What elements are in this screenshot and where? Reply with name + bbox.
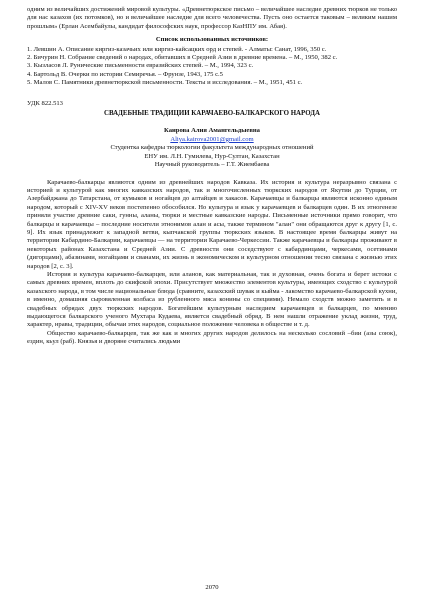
body-paragraph-2: История и культура карачаево-балкарцев, или аланов, как материальная, так и духовная, очень богата и берет истоки с самых древних времен, вплоть до скифской эпохи. Присутствует множество элементов культуры, имеющих сходство с культурой казахского народа, в том числе национальные блюда (сравните, казахский шувак и кыйма - лакомство карачаево-балкарской кухни, в именно, домашняя сыровяленная колбаса из рубленного мяса конины со специями). Немало сходств можно заметить и в свадебных обрядах двух тюркских народов. Богатейшим культурным наследием карачаевцев и балкарцев, по мнению выдающегося балкарского ученого Мухтара Кудаева, является свадебный обряд. В нем нашли отражение уклад жизни, труд, характер, нравы, традиции, обычаи этих народов, социальное положение человека в обществе и т. д. xyxy=(27,270,397,329)
source-item-5: 5. Малов С. Памятники древнетюркской письменности. Тексты и исследования. – М., 1951, 451 с. xyxy=(27,79,303,87)
article-title: СВАДЕБНЫЕ ТРАДИЦИИ КАРАЧАЕВО-БАЛКАРСКОГО НАРОДА xyxy=(104,110,320,118)
author-email-link[interactable]: Aliya.kairova2001@gmail.com xyxy=(170,135,254,143)
body-paragraph-3: Общество карачаево-балкарцев, так же как и многих других народов делилось на несколько сословий –бии (азы союк), ездин, кьул (раб). Князья и дворяне считались людьми xyxy=(27,329,397,346)
author-affiliation-1: Студентка кафедры тюркологии факультета международных отношений xyxy=(110,144,314,152)
page-number: 2070 xyxy=(205,584,219,591)
author-affiliation-2: ЕНУ им. Л.Н. Гумилева, Нур-Султан, Казахстан xyxy=(144,152,280,160)
section-spacer xyxy=(27,88,397,100)
author-name: Каирова Алия Амангельдыевна xyxy=(164,127,260,135)
udk-code: УДК 822.513 xyxy=(27,99,63,107)
author-block xyxy=(27,127,397,169)
source-item-4: 4. Бартольд В. Очерки по истории Семиречья. – Фрунзе, 1943, 175 с.5 xyxy=(27,70,223,78)
body-paragraph-1: Карачаево-балкарцы являются одним из древнейших народов Кавказа. Их история и культура неразрывно связана с историей и культурой как многих кавказских народов, так и многочисленных тюркских народов от Якутии до Турции, от Азербайджана до Татарстана, от кумыков и ногайцев до алтайцев и хакасов. Карачаевцы и балкарцы являются исконно единым народом, который с XIV-XV веков постепенно обособился. Но культура и язык у карачаевцев и балкарцев один. В их этногенезе приняли участие древние саки, гунны, аланы, тюрки и местные кавказские народы. Письменные источники прямо говорят, что балкарцы и карачаевцы – последние носители этнонимов алан и асы, также термином "алан" они обращаются друг к другу [1, с. 9]. Их язык принадлежит к западной ветви, кыпчакской группы тюркских языков. В настоящее время балкарцы живут на территории Кабардино-Балкарии, карачаевцы — на территории Карачаево-Черкессии. Также карачаевцы и балкарцы проживают в некоторых районах Казахстана и Средней Азии. С древности они соседствуют с кабардинцами, черкесами, осетинами (дигорцами), абазинами, ногайцами и сванами, их жизнь в экономическом и культурном отношении тесно связана с жизнью этих народов [2, с. 3]. xyxy=(27,178,397,270)
source-item-2: 2. Бичурин Н. Собрание сведений о народах, обитавших в Средней Азии в древние времена. – М., 1950, 382 с. xyxy=(27,54,338,62)
author-supervisor: Научный руководитель – Г.Т. Жиембаева xyxy=(154,161,270,169)
article-body xyxy=(27,179,397,347)
sources-title: Список использованных источников: xyxy=(155,36,269,44)
source-item-1: 1. Левшин А. Описание киргиз-казачьих или киргиз-кайсацких орд и степей. - Алматы: Санат, 1996, 350 с. xyxy=(27,45,327,53)
intro-paragraph: одним из величайших достижений мировой культуры. «Древнетюркское письмо – величайшее наследие древних тюрков не только для нас казахов (их потомков), но и величайшее наследие для всего человечества. Пусть оно остается таковым – великим нашим прошлым» (Ерлан Асембайулы, кандидат философских наук, профессор КазНПУ им. Абая). xyxy=(27,6,397,30)
source-item-3: 3. Кызласов Л. Рунические письменности евразийских степей. – М., 1994, 323 с. xyxy=(27,62,254,70)
